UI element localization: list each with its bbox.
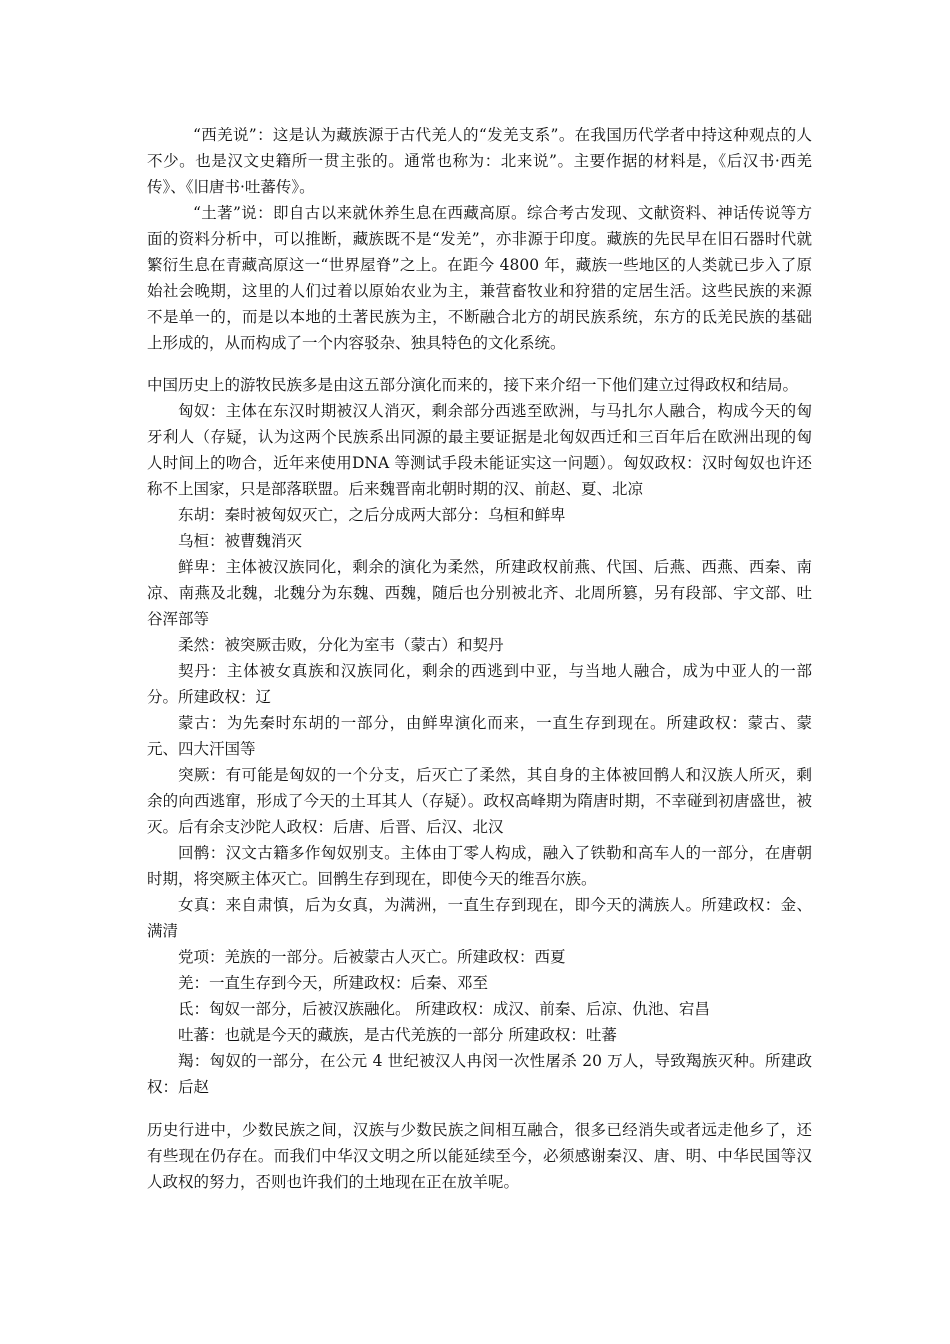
tribe-donghu: 东胡：秦时被匈奴灭亡，之后分成两大部分：乌桓和鲜卑	[178, 506, 566, 524]
conclusion-section	[147, 1117, 812, 1195]
tribe-wuhuan: 乌桓：被曹魏消灭	[178, 532, 303, 550]
tribe-dangxiang: 党项：羌族的一部分。后被蒙古人灭亡。所建政权：西夏	[178, 948, 566, 966]
tribe-nvzhen: 女真：来自肃慎，后为女真，为满洲，一直生存到现在，即今天的满族人。所建政权：金、满清	[147, 896, 812, 940]
intro-section	[147, 122, 812, 356]
tribe-qiang: 羌：一直生存到今天，所建政权：后秦、邓至	[178, 974, 489, 992]
tribes-section	[147, 372, 812, 1100]
paragraph-xiqiang-theory: “西羌说”：这是认为藏族源于古代羌人的“发羌支系”。在我国历代学者中持这种观点的人不少。也是汉文史籍所一贯主张的。通常也称为：北来说”。主要作据的材料是，《后汉书·西羌传》、《旧唐书·吐蕃传》。	[147, 126, 812, 196]
paragraph-conclusion: 历史行进中，少数民族之间，汉族与少数民族之间相互融合，很多已经消失或者远走他乡了，还有些现在仍存在。而我们中华汉文明之所以能延续至今，必须感谢秦汉、唐、明、中华民国等汉人政权的努力，否则也许我们的土地现在正在放羊呢。	[147, 1121, 812, 1191]
tribe-menggu: 蒙古：为先秦时东胡的一部分，由鲜卑演化而来，一直生存到现在。所建政权：蒙古、蒙元、四大汗国等	[147, 714, 812, 758]
tribe-tujue: 突厥：有可能是匈奴的一个分支，后灭亡了柔然，其自身的主体被回鹘人和汉族人所灭，剩余的向西逃窜，形成了今天的土耳其人（存疑）。政权高峰期为隋唐时期，不幸碰到初唐盛世，被灭。后有余支沙陀人政权：后唐、后晋、后汉、北汉	[147, 766, 812, 836]
tribe-rouran: 柔然：被突厥击败，分化为室韦（蒙古）和契丹	[178, 636, 504, 654]
paragraph-native-theory: “土著”说：即自古以来就休养生息在西藏高原。综合考古发现、文献资料、神话传说等方面的资料分析中，可以推断，藏族既不是“发羌”，亦非源于印度。藏族的先民早在旧石器时代就繁衍生息在青藏高原这一“世界屋脊”之上。在距今 4800 年，藏族一些地区的人类就已步入了原始社会晚期，这里的人们过着以原始农业为主，兼营畜牧业和狩猎的定居生活。这些民族的来源不是单一的，而是以本地的土著民族为主，不断融合北方的胡民族系统，东方的氐羌民族的基础上形成的，从而构成了一个内容驳杂、独具特色的文化系统。	[147, 204, 812, 352]
tribe-xianbei: 鲜卑：主体被汉族同化，剩余的演化为柔然，所建政权前燕、代国、后燕、西燕、西秦、南凉、南燕及北魏，北魏分为东魏、西魏，随后也分别被北齐、北周所篡，另有段部、宇文部、吐谷浑部等	[147, 558, 812, 628]
paragraph-transition: 中国历史上的游牧民族多是由这五部分演化而来的，接下来介绍一下他们建立过得政权和结局。	[147, 376, 799, 394]
tribe-qidan: 契丹：主体被女真族和汉族同化，剩余的西逃到中亚，与当地人融合，成为中亚人的一部分。所建政权：辽	[147, 662, 812, 706]
tribe-jie: 羯：匈奴的一部分，在公元 4 世纪被汉人冉闵一次性屠杀 20 万人，导致羯族灭种。所建政权：后赵	[147, 1052, 812, 1096]
tribe-huihu: 回鹘：汉文古籍多作匈奴别支。主体由丁零人构成，融入了铁勒和高车人的一部分，在唐朝时期，将突厥主体灭亡。回鹘生存到现在，即使今天的维吾尔族。	[147, 844, 812, 888]
tribe-xiongnu: 匈奴：主体在东汉时期被汉人消灭，剩余部分西逃至欧洲，与马扎尔人融合，构成今天的匈牙利人（存疑，认为这两个民族系出同源的最主要证据是北匈奴西迁和三百年后在欧洲出现的匈人时间上的吻合，近年来使用DNA 等测试手段未能证实这一问题）。匈奴政权：汉时匈奴也许还称不上国家，只是部落联盟。后来魏晋南北朝时期的汉、前赵、夏、北凉	[147, 402, 812, 498]
tribe-tubo: 吐蕃：也就是今天的藏族，是古代羌族的一部分 所建政权：吐蕃	[178, 1026, 617, 1044]
tribe-di: 氐：匈奴一部分，后被汉族融化。 所建政权：成汉、前秦、后凉、仇池、宕昌	[178, 1000, 710, 1018]
